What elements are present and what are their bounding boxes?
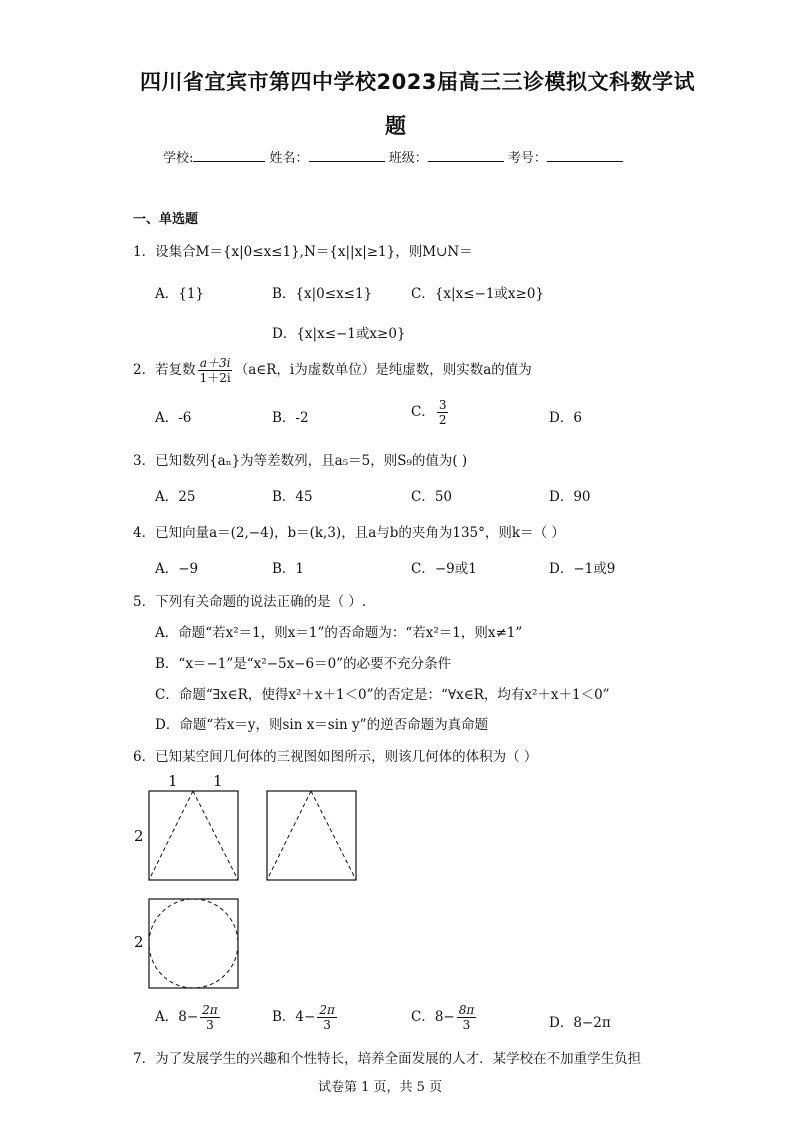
question-number: 7． [133, 1051, 156, 1067]
figure-label-top-right: 1 [213, 772, 223, 790]
fraction-denominator: 3 [206, 1018, 214, 1032]
figure-label-side-top: 2 [134, 933, 144, 951]
option-c: C．50 [411, 489, 453, 505]
option-a: A．命题“若x²＝1，则x＝1”的否命题为：“若x²＝1，则x≠1” [155, 625, 523, 641]
option-a: A．-6 [155, 410, 192, 426]
option-d: D．{x|x≤−1或x≥0} [272, 326, 406, 342]
top-view [149, 899, 238, 988]
question-number: 4． [133, 525, 156, 541]
question-number: 1． [133, 244, 156, 260]
option-label: C．8− [411, 1009, 455, 1025]
option-a: A．−9 [155, 561, 199, 577]
option-c: C．命题“∃x∈R，使得x²＋x＋1＜0”的否定是：“∀x∈R，均有x²＋x＋1＜0” [155, 687, 610, 703]
fraction-denominator: 1＋2i [199, 371, 231, 385]
question-6 [133, 745, 537, 765]
option-fraction [317, 1003, 337, 1032]
option-d: D．6 [549, 410, 582, 426]
question-3 [133, 449, 467, 469]
fraction-numerator: 2π [202, 1003, 218, 1017]
option-label: A．8− [155, 1009, 199, 1025]
question-1 [133, 240, 473, 260]
school-label: 学校: [163, 151, 194, 166]
class-label: 班级： [388, 151, 428, 166]
page-footer: 试卷第 1 页，共 5 页 [318, 1080, 443, 1095]
question-4 [133, 521, 565, 541]
exam-number-label: 考号： [507, 151, 547, 166]
option-fraction [200, 1003, 220, 1032]
fraction-numerator: 3 [438, 398, 447, 412]
option-b: B．{x|0≤x≤1} [272, 286, 373, 302]
option-c [411, 398, 450, 427]
option-b: B．“x＝−1”是“x²−5x−6＝0”的必要不充分条件 [155, 656, 452, 672]
question-number: 2． [133, 362, 156, 378]
question-stem: 已知向量a＝(2,−4)，b＝(k,3)，且a与b的夹角为135°，则k＝（ ） [155, 525, 565, 541]
option-a: A．25 [155, 489, 196, 505]
option-c: C．−9或1 [411, 561, 477, 577]
front-view [149, 791, 238, 880]
option-a [155, 1003, 222, 1032]
question-number: 6． [133, 749, 156, 765]
fraction-denominator: 2 [438, 413, 447, 427]
fraction-denominator: 3 [323, 1018, 331, 1032]
complex-fraction [198, 356, 233, 385]
option-label: C． [411, 404, 435, 420]
question-7 [133, 1047, 641, 1067]
option-d: D．8−2π [549, 1015, 611, 1031]
name-blank [309, 149, 385, 162]
question-stem: 设集合M＝{x|0≤x≤1},N＝{x||x|≥1}，则M∪N＝ [155, 244, 473, 260]
option-d: D．−1或9 [549, 561, 616, 577]
fraction-numerator: 8π [458, 1003, 475, 1017]
option-b [272, 1003, 339, 1032]
class-blank [428, 149, 504, 162]
question-stem: 已知数列{aₙ}为等差数列，且a₅＝5，则S₉的值为( ) [155, 453, 468, 469]
option-fraction [457, 1003, 477, 1032]
option-d: D．命题“若x＝y，则sin x＝sin y”的逆否命题为真命题 [155, 717, 489, 733]
page-title-line2: 题 [385, 114, 407, 138]
question-number: 5． [133, 594, 156, 610]
question-stem-post: （a∈R，i为虚数单位）是纯虚数，则实数a的值为 [234, 362, 532, 378]
option-c [411, 1003, 478, 1032]
three-view-figure [140, 785, 370, 995]
question-number: 3． [133, 453, 156, 469]
option-b: B．1 [272, 561, 305, 577]
name-label: 姓名： [269, 151, 309, 166]
fraction-numerator: a＋3i [199, 356, 231, 370]
question-stem: 已知某空间几何体的三视图如图所示，则该几何体的体积为（ ） [155, 749, 538, 765]
option-c: C．{x|x≤−1或x≥0} [411, 286, 545, 302]
option-fraction [437, 398, 449, 427]
figure-label-top-left: 1 [168, 772, 178, 790]
side-view [267, 791, 356, 880]
question-stem-pre: 若复数 [155, 362, 196, 378]
school-blank [193, 149, 265, 162]
question-2 [133, 356, 532, 385]
section-heading: 一、单选题 [133, 212, 199, 227]
page-title-line1: 四川省宜宾市第四中学校2023届高三三诊模拟文科数学试 [140, 70, 695, 94]
question-5 [133, 590, 366, 610]
option-b: B．-2 [272, 410, 309, 426]
option-label: B．4− [272, 1009, 316, 1025]
option-a: A．{1} [155, 286, 205, 302]
question-stem: 为了发展学生的兴趣和个性特长，培养全面发展的人才．某学校在不加重学生负担 [155, 1051, 642, 1067]
option-d: D．90 [549, 489, 591, 505]
question-stem: 下列有关命题的说法正确的是（ ）. [155, 594, 367, 610]
student-info-line [163, 147, 623, 166]
exam-number-blank [547, 149, 623, 162]
fraction-denominator: 3 [462, 1018, 471, 1032]
fraction-numerator: 2π [319, 1003, 335, 1017]
option-b: B．45 [272, 489, 313, 505]
figure-label-side-front: 2 [134, 827, 144, 845]
